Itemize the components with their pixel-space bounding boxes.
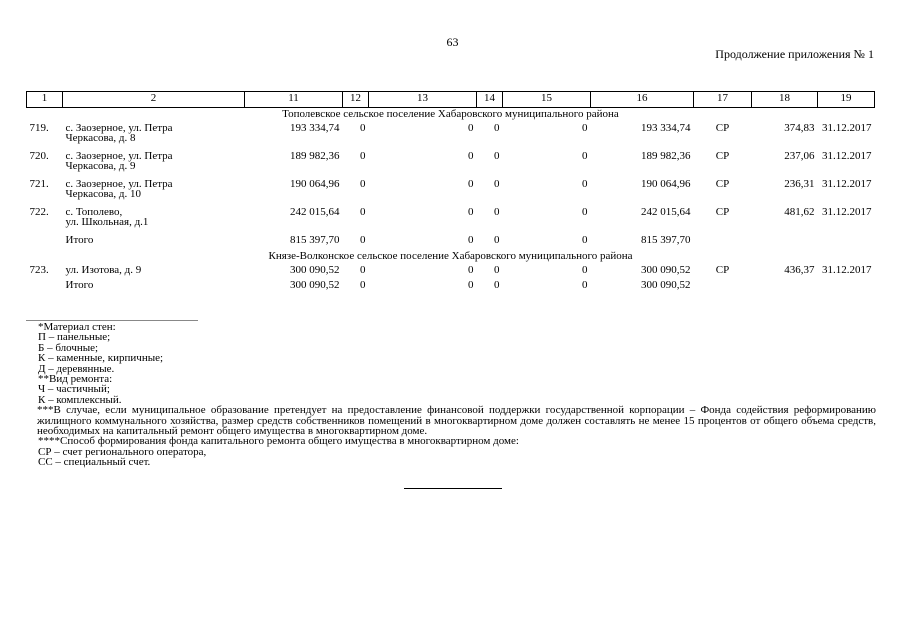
footnote-line: Ч – частичный;: [38, 383, 110, 396]
address-line: Черкасова, д. 8: [65, 132, 136, 145]
row-number: 722.: [29, 206, 49, 218]
table-row: [27, 179, 875, 207]
deadline-cell: 31.12.2017: [822, 178, 872, 190]
cell-col18: 436,37: [784, 264, 815, 276]
table-row: [27, 123, 875, 151]
cell-col16: 193 334,74: [641, 122, 691, 134]
cell-col15: 0: [582, 178, 588, 190]
row-number: 723.: [29, 264, 49, 276]
cell-col12: 0: [360, 264, 366, 276]
address-cell: [63, 207, 245, 235]
cell-col15: 0: [582, 122, 588, 134]
address-line: Черкасова, д. 10: [65, 188, 142, 201]
cell-col15: 0: [582, 150, 588, 162]
empty-cell: [818, 280, 875, 295]
footnote-line: К – комплексный.: [38, 393, 122, 406]
cell-col14: 0: [494, 122, 500, 134]
empty-cell: [752, 280, 818, 295]
cost-total-cell: 300 090,52: [290, 264, 340, 276]
footnote-line: П – панельные;: [38, 331, 111, 344]
fund-method-cell: СР: [715, 264, 730, 276]
cell-col18: 481,62: [784, 206, 815, 218]
cell-col16: 189 982,36: [641, 150, 691, 162]
fund-method-cell: СР: [715, 150, 730, 162]
empty-cell: [694, 280, 752, 295]
column-header: 2: [63, 92, 245, 108]
cell-col14: 0: [494, 234, 500, 246]
empty-cell: [27, 235, 63, 250]
row-number: 720.: [29, 150, 49, 162]
cell-col12: 0: [360, 234, 366, 246]
cell-col18: 374,83: [784, 122, 815, 134]
column-header: 14: [477, 92, 503, 108]
address-cell: [63, 151, 245, 179]
cost-total-cell: 189 982,36: [290, 150, 340, 162]
cell-col13: 0: [468, 206, 474, 218]
footnote-paragraph: ***В случае, если муниципальное образование претендует на предоставление финансовой поддержки государственной корпорации – Фонда содействия реформированию жилищного коммунального хозяйства, размер средств собственников помещений в многоквартирном доме должен составлять не менее 15 процентов от общего объема средств, необходимых на капитальный ремонт общего имущества в многоквартирном доме.: [37, 404, 876, 438]
cell-col12: 0: [360, 279, 366, 291]
cell-col13: 0: [468, 150, 474, 162]
footnote-line: СР – счет регионального оператора,: [38, 445, 207, 458]
address-cell: [63, 123, 245, 151]
column-header: 11: [245, 92, 343, 108]
section-title: Князе-Волконское сельское поселение Хабаровского муниципального района: [268, 250, 633, 262]
cost-total-cell: 190 064,96: [290, 178, 340, 190]
cell-col12: 0: [360, 122, 366, 134]
cell-col13: 0: [468, 234, 474, 246]
row-number: 719.: [29, 122, 49, 134]
cell-col15: 0: [582, 206, 588, 218]
deadline-cell: 31.12.2017: [822, 206, 872, 218]
column-header: 18: [752, 92, 818, 108]
column-header: 16: [591, 92, 694, 108]
cell-col16: 190 064,96: [641, 178, 691, 190]
address-line: Черкасова, д. 9: [65, 160, 136, 173]
row-number: 721.: [29, 178, 49, 190]
cost-total-cell: 300 090,52: [290, 279, 340, 291]
address-line: с. Заозерное, ул. Петра: [65, 122, 173, 134]
column-header: 12: [343, 92, 369, 108]
footnote-line: *Материал стен:: [38, 321, 116, 333]
empty-cell: [818, 235, 875, 250]
table-row: [27, 265, 875, 280]
section-title: Тополевское сельское поселение Хабаровского муниципального района: [282, 108, 619, 120]
cell-col18: 236,31: [784, 178, 815, 190]
total-row: [27, 235, 875, 250]
fund-method-cell: СР: [715, 122, 730, 134]
cell-col13: 0: [468, 279, 474, 291]
cell-col14: 0: [494, 178, 500, 190]
footnotes: [38, 322, 876, 468]
cell-col15: 0: [582, 264, 588, 276]
footnote-line: СС – специальный счет.: [38, 456, 151, 469]
address-line: ул. Школьная, д.1: [65, 216, 149, 229]
cost-total-cell: 193 334,74: [290, 122, 340, 134]
cell-col12: 0: [360, 206, 366, 218]
footnote-line: **Вид ремонта:: [38, 373, 113, 386]
address-line: с. Заозерное, ул. Петра: [65, 178, 173, 190]
empty-cell: [752, 235, 818, 250]
column-header: 1: [27, 92, 63, 108]
cell-col18: 237,06: [784, 150, 815, 162]
deadline-cell: 31.12.2017: [822, 150, 872, 162]
total-label: Итого: [65, 234, 94, 246]
cell-col16: 242 015,64: [641, 206, 691, 218]
cell-col12: 0: [360, 150, 366, 162]
empty-cell: [694, 235, 752, 250]
deadline-cell: 31.12.2017: [822, 122, 872, 134]
cell-col12: 0: [360, 178, 366, 190]
cell-col16: 300 090,52: [641, 279, 691, 291]
address-line: с. Заозерное, ул. Петра: [65, 150, 173, 162]
cell-col14: 0: [494, 206, 500, 218]
fund-method-cell: СР: [715, 206, 730, 218]
cost-total-cell: 815 397,70: [290, 234, 340, 246]
section-title-row: [27, 108, 875, 124]
column-header: 19: [818, 92, 875, 108]
cell-col13: 0: [468, 178, 474, 190]
cell-col16: 815 397,70: [641, 234, 691, 246]
footnote-line: ****Способ формирования фонда капитального ремонта общего имущества в многоквартирном доме:: [38, 435, 519, 448]
column-header: 13: [369, 92, 477, 108]
total-row: [27, 280, 875, 295]
repair-program-table: [26, 91, 875, 295]
empty-cell: [27, 280, 63, 295]
cell-col16: 300 090,52: [641, 264, 691, 276]
cell-col14: 0: [494, 264, 500, 276]
cell-col14: 0: [494, 150, 500, 162]
cell-col13: 0: [468, 264, 474, 276]
footnote-line: К – каменные, кирпичные;: [38, 352, 164, 365]
cell-col15: 0: [582, 234, 588, 246]
appendix-label: Продолжение приложения № 1: [715, 47, 874, 61]
footnote-line: Б – блочные;: [38, 341, 99, 354]
address-line: с. Тополево,: [65, 206, 123, 218]
address-cell: [63, 179, 245, 207]
section-title-row: [27, 250, 875, 265]
cost-total-cell: 242 015,64: [290, 206, 340, 218]
end-divider: [404, 488, 502, 489]
deadline-cell: 31.12.2017: [822, 264, 872, 276]
column-header: 15: [503, 92, 591, 108]
fund-method-cell: СР: [715, 178, 730, 190]
table-row: [27, 151, 875, 179]
address-cell: ул. Изотова, д. 9: [65, 264, 142, 276]
page-number: 63: [446, 35, 459, 49]
cell-col13: 0: [468, 122, 474, 134]
cell-col14: 0: [494, 279, 500, 291]
column-header: 17: [694, 92, 752, 108]
total-label: Итого: [65, 279, 94, 291]
table-row: [27, 207, 875, 235]
cell-col15: 0: [582, 279, 588, 291]
column-number-row: [27, 92, 875, 108]
footnote-line: Д – деревянные.: [38, 362, 115, 375]
